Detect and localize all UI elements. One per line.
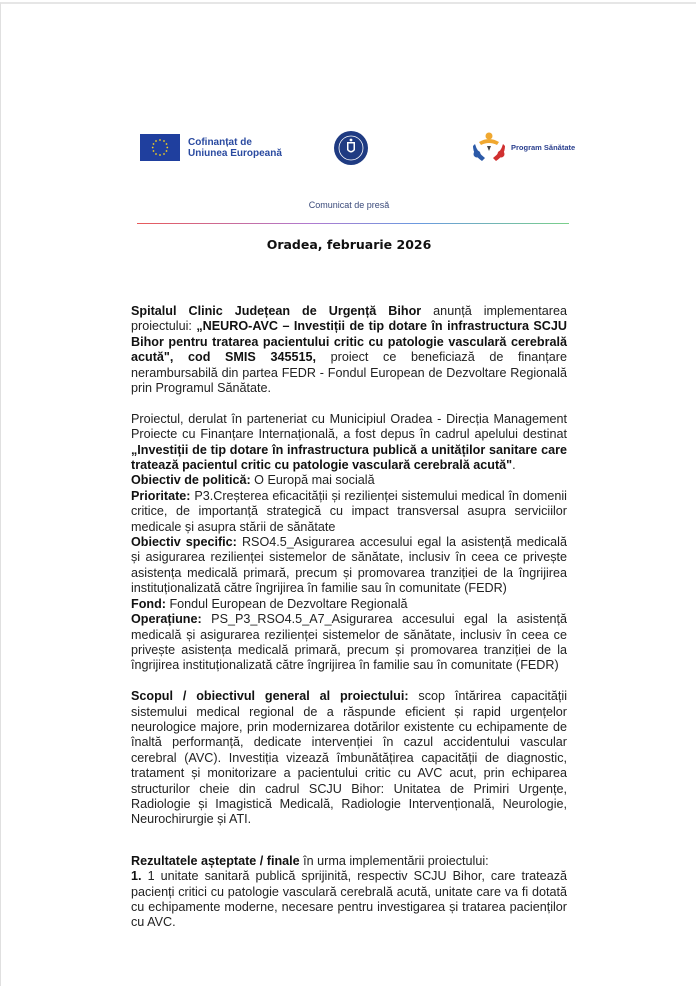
result-text: 1 unitate sanitară publică sprijinită, respectiv SCJU Bihor, care tratează pacienți critici cu patologie vasculară cerebrală acută, unitate care va fi dotată cu echipamente moderne, necesare pentru investigarea și tratarea pacienților cu AVC. (131, 869, 567, 930)
field-fund (131, 597, 567, 612)
eu-cofinancing-logo (140, 134, 282, 161)
date-line: Oradea, februarie 2026 (266, 237, 432, 252)
eu-logo-text (188, 137, 282, 159)
logo-bar (1, 130, 696, 170)
scope-text: scop întărirea capacității sistemului medical regional de a răspunde eficient și rapid urgențelor neurologice majore, prin modernizarea dotărilor existente cu echipamente de înaltă performanță, dedicate intervenției în cazul accidentului vascular cerebral (AVC). Investiția vizează îmbunătățirea capacității de diagnostic, tratament și monitorizare a pacientului critic cu AVC acut, prin echiparea structurilor cheie din cadrul SCJU Bihor: Unitatea de Primiri Urgențe, Radiologie și Imagistică Medicală, Radiologie Intervențională, Neurologie, Neurochirurgie și ATI. (131, 689, 567, 827)
eu-logo-line1: Cofinanțat de (188, 136, 252, 148)
partnership-paragraph (131, 412, 567, 474)
field-value: PS_P3_RSO4.5_A7_Asigurarea accesului egal la asistență medicală și asigurarea rezilienței sistemelor de sănătate, inclusiv în ceea ce privește asistența medicală primară, precum și promovarea tranziției de la îngrijirea instituționalizată către îngrijirea în familie sau în comunitate (FEDR) (131, 612, 567, 673)
field-label: Fond: (131, 596, 166, 611)
eu-logo-line2: Uniunea Europeană (188, 147, 282, 159)
result-item (131, 869, 567, 931)
intro-text: anunță implementarea proiectului: (131, 304, 567, 334)
result-number: 1. (131, 869, 142, 884)
field-value: O Europă mai socială (250, 473, 375, 488)
program-sanatate-text: Program Sănătate (511, 142, 576, 152)
results-label: Rezultatele așteptate / finale (131, 853, 300, 868)
eu-flag-icon (140, 134, 180, 161)
call-title: „Investiții de tip dotare în infrastructura publică a unităților sanitare care tratează pacientul critic cu patologie vasculară cerebrală acută" (131, 442, 567, 473)
results-text: în urma implementării proiectului: (299, 853, 489, 868)
field-policy-objective (131, 473, 567, 488)
project-title: „NEURO-AVC – Investiții de tip dotare în infrastructura SCJU Bihor pentru tratarea pacientului critic cu patologie vasculară cerebrală acută", cod SMIS 345515, (131, 319, 567, 365)
scope-paragraph (131, 689, 567, 828)
scope-label: Scopul / obiectivul general al proiectului: (131, 689, 409, 704)
field-label: Obiectiv de politică: (131, 473, 251, 488)
field-value: Fondul European de Dezvoltare Regională (165, 596, 408, 611)
press-release-label: Comunicat de presă (308, 200, 390, 210)
field-value: P3.Creșterea eficacității și rezilienței sistemului medical în domenii critice, de importanță strategică cu impact transversal asupra serviciilor medicale și asupra stării de sănătate (131, 488, 567, 534)
partnership-text: Proiectul, derulat în parteneriat cu Municipiul Oradea - Direcția Management Proiecte cu Finanțare Internațională, a fost depus în cadrul apelului destinat (131, 411, 567, 442)
field-specific-objective (131, 535, 567, 597)
field-priority (131, 489, 567, 535)
field-label: Operațiune: (131, 612, 202, 627)
document-page (0, 2, 696, 986)
organization-name: Spitalul Clinic Județean de Urgență Bihor (131, 304, 422, 318)
field-label: Obiectiv specific: (131, 535, 237, 550)
gradient-divider (137, 223, 569, 224)
field-value: RSO4.5_Asigurarea accesului egal la asistență medicală și asigurarea rezilienței sistemelor de sănătate, inclusiv în ceea ce privește asistența medicală primară, precum și promovarea tranziției de la îngrijirea instituționalizată către îngrijirea în familie sau în comunitate (FEDR) (131, 535, 567, 596)
intro-paragraph (131, 304, 567, 396)
program-sanatate-people-icon (471, 130, 507, 164)
program-sanatate-logo (471, 130, 575, 164)
document-body (131, 304, 567, 931)
results-heading (131, 854, 567, 869)
intro-funding-text: proiect ce beneficiază de finanțare nerambursabilă din partea FEDR - Fondul European de Dezvoltare Regională prin Programul Sănătate. (131, 350, 567, 396)
field-operation (131, 612, 567, 674)
romanian-government-seal-icon (333, 130, 369, 166)
partnership-end: . (512, 458, 516, 473)
field-label: Prioritate: (131, 488, 191, 503)
